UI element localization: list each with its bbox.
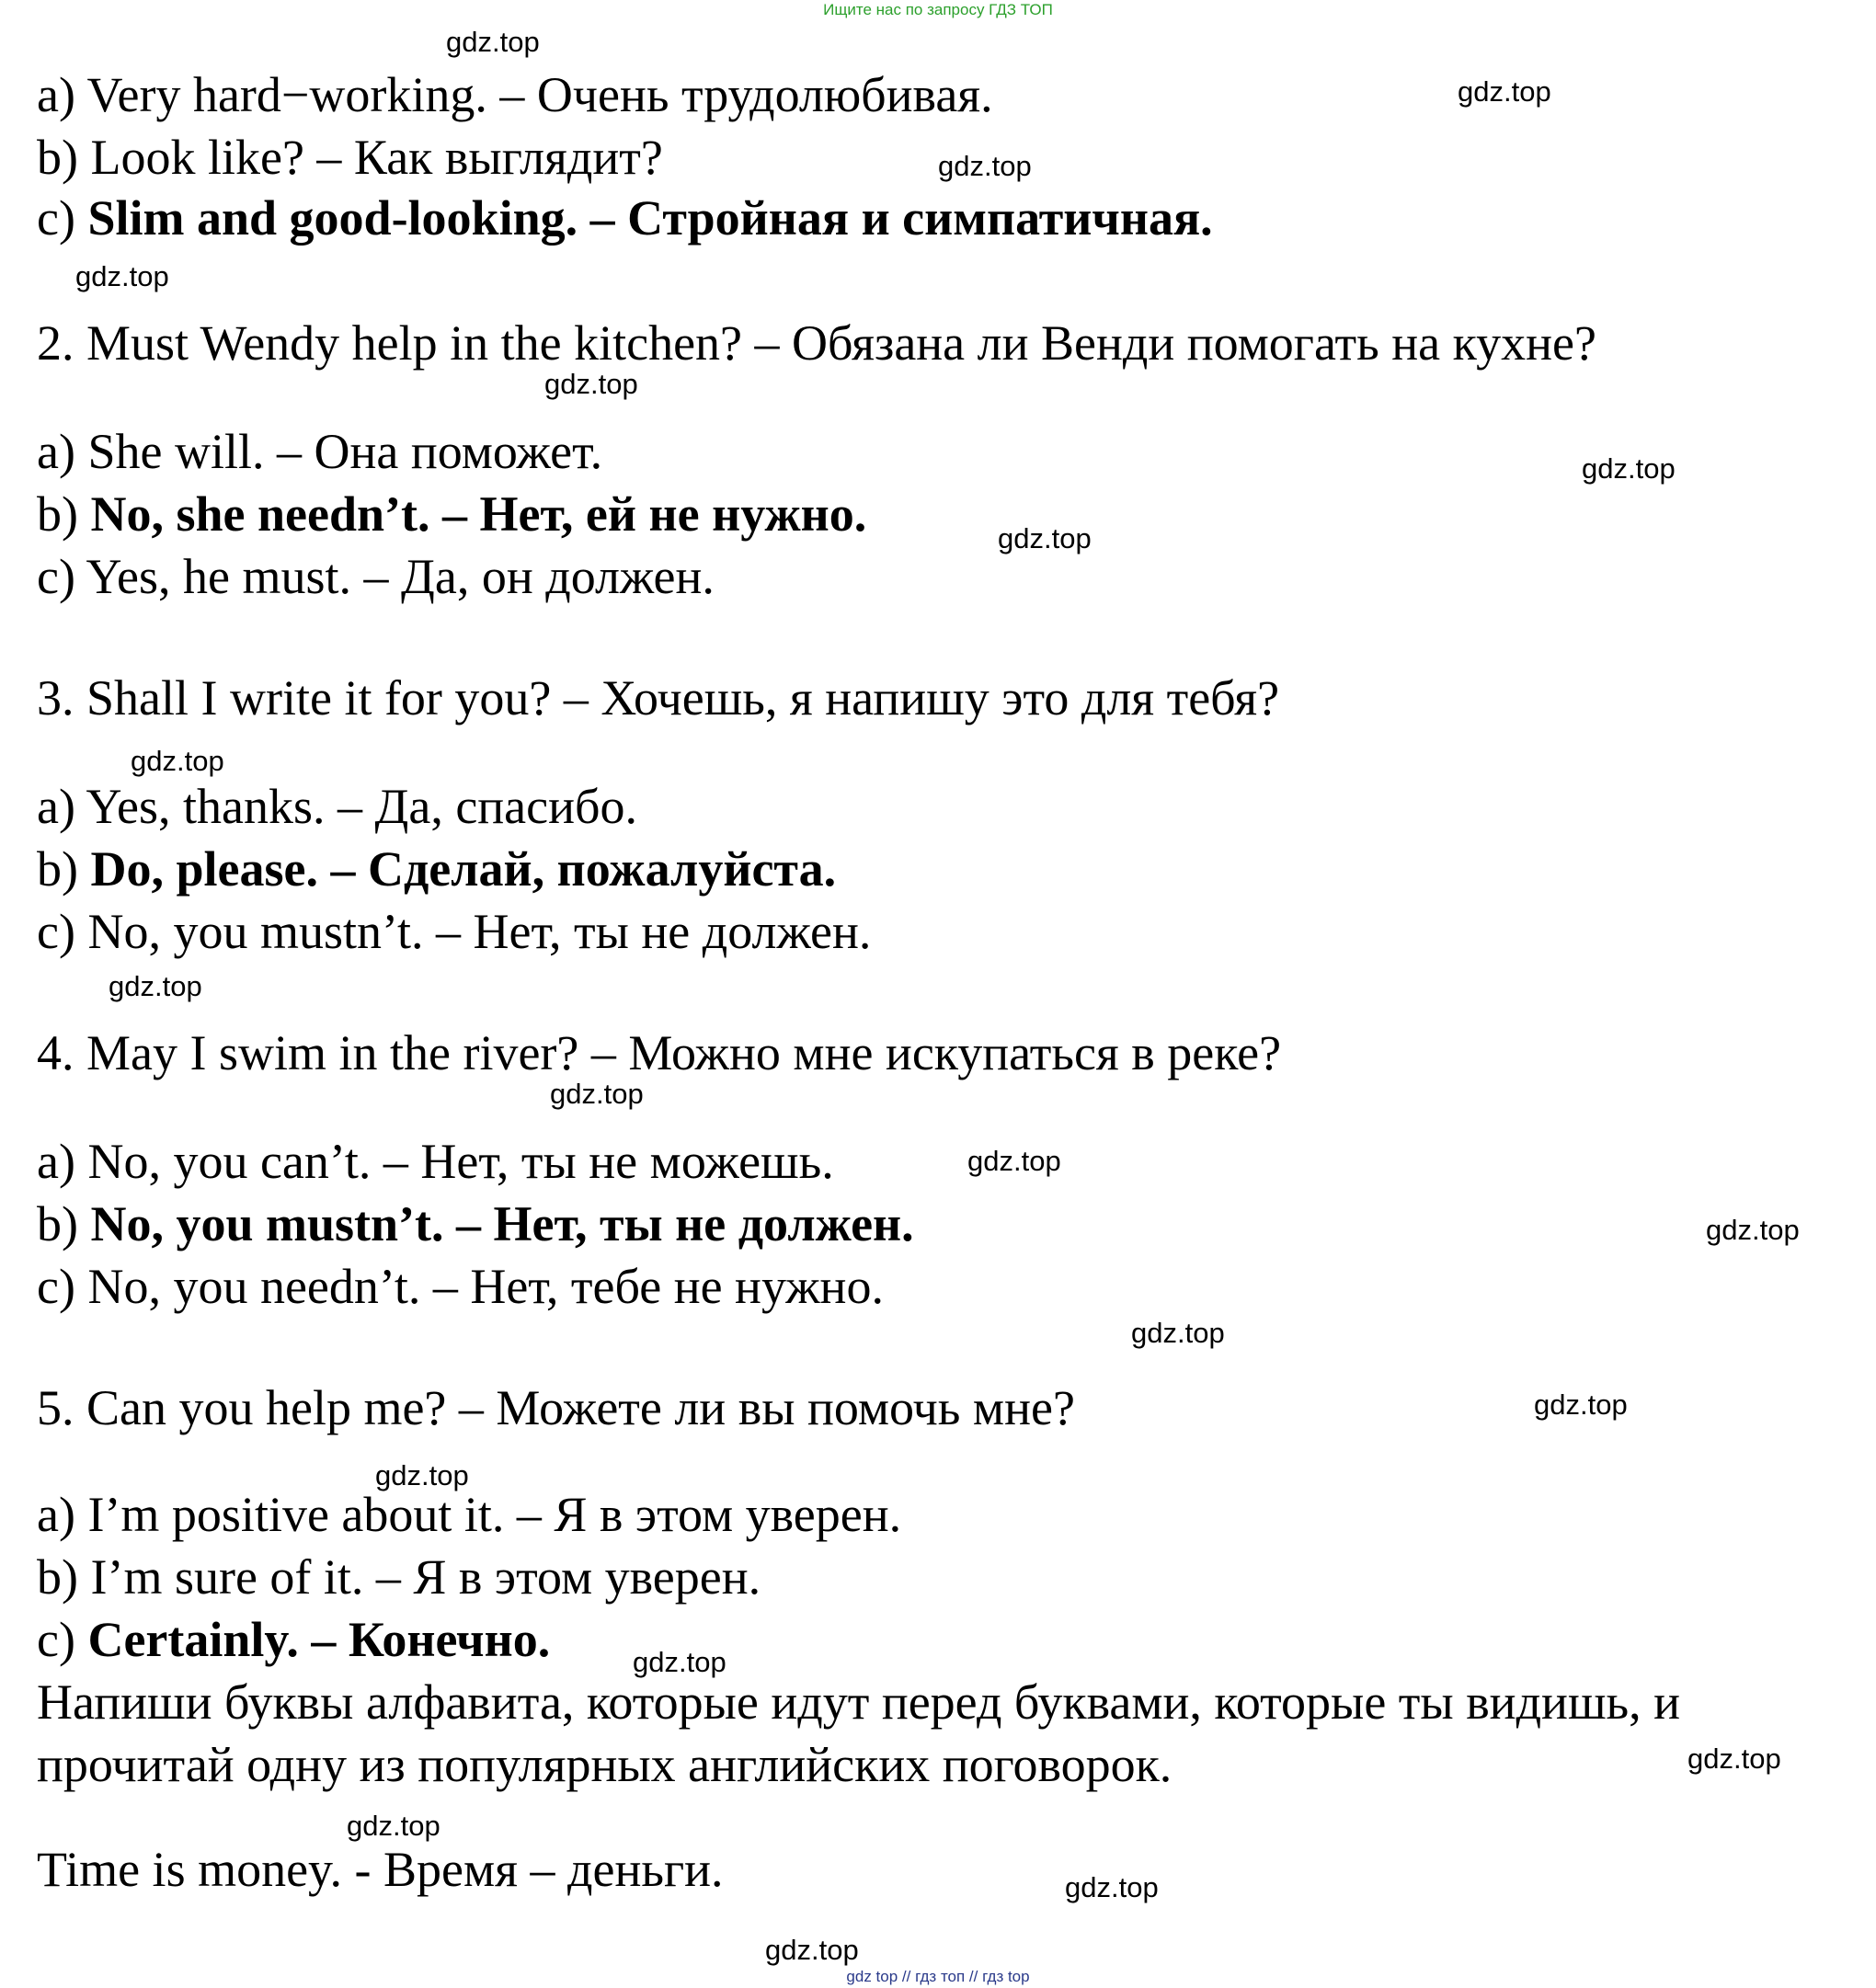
watermark: gdz.top <box>109 970 202 1002</box>
question-line: 3. Shall I write it for you? – Хочешь, я напишу это для тебя? <box>37 670 1280 726</box>
answer-line: c) No, you mustn’t. – Нет, ты не должен. <box>37 904 872 959</box>
answer-line: a) Yes, thanks. – Да, спасибо. <box>37 779 637 834</box>
answer-line: a) I’m positive about it. – Я в этом уверен. <box>37 1487 902 1542</box>
watermark: gdz.top <box>544 368 638 400</box>
answer-line: a) No, you can’t. – Нет, ты не можешь. <box>37 1134 834 1189</box>
proverb-answer: Time is money. - Время – деньги. <box>37 1842 724 1897</box>
watermark: gdz.top <box>1582 452 1676 485</box>
answer-line: b) I’m sure of it. – Я в этом уверен. <box>37 1549 761 1605</box>
question-line: 5. Can you help me? – Можете ли вы помочь мне? <box>37 1380 1075 1435</box>
answer-line: c) No, you needn’t. – Нет, тебе не нужно. <box>37 1259 884 1314</box>
watermark: gdz.top <box>131 745 224 777</box>
answer-line: a) Very hard−working. – Очень трудолюбивая. <box>37 67 993 122</box>
watermark: gdz.top <box>375 1459 469 1491</box>
answer-line-correct: b) No, she needn’t. – Нет, ей не нужно. <box>37 486 867 542</box>
watermark: gdz.top <box>1534 1388 1628 1421</box>
question-line: 4. May I swim in the river? – Можно мне искупаться в реке? <box>37 1025 1282 1080</box>
watermark: gdz.top <box>938 150 1032 182</box>
watermark: gdz.top <box>347 1810 440 1842</box>
watermark: gdz.top <box>446 26 540 58</box>
watermark: gdz.top <box>633 1646 726 1678</box>
answer-line: c) Yes, he must. – Да, он должен. <box>37 549 715 604</box>
watermark: gdz.top <box>765 1934 859 1966</box>
watermark: gdz.top <box>998 522 1092 554</box>
watermark: gdz.top <box>1687 1742 1781 1775</box>
watermark: gdz.top <box>1458 75 1551 108</box>
watermark: gdz.top <box>1131 1317 1225 1349</box>
watermark: gdz.top <box>967 1145 1061 1177</box>
watermark: gdz.top <box>75 260 169 292</box>
answer-line: b) Look like? – Как выглядит? <box>37 130 663 185</box>
answer-line-correct: c) Slim and good-looking. – Стройная и симпатичная. <box>37 190 1213 246</box>
task-text: Напиши буквы алфавита, которые идут перед буквами, которые ты видишь, и <box>37 1674 1681 1730</box>
task-text: прочитай одну из популярных английских поговорок. <box>37 1737 1172 1792</box>
watermark: gdz.top <box>1065 1871 1159 1903</box>
answer-line-correct: b) No, you mustn’t. – Нет, ты не должен. <box>37 1196 914 1251</box>
footer-links[interactable]: gdz top // гдз топ // гдз top <box>846 1968 1030 1985</box>
watermark: gdz.top <box>1706 1214 1800 1246</box>
question-line: 2. Must Wendy help in the kitchen? – Обязана ли Венди помогать на кухне? <box>37 315 1596 371</box>
answer-line-correct: c) Certainly. – Конечно. <box>37 1612 551 1667</box>
answer-line: a) She will. – Она поможет. <box>37 424 603 479</box>
answer-line-correct: b) Do, please. – Сделай, пожалуйста. <box>37 841 837 897</box>
top-banner: Ищите нас по запросу ГДЗ ТОП <box>823 1 1053 18</box>
watermark: gdz.top <box>550 1078 644 1110</box>
